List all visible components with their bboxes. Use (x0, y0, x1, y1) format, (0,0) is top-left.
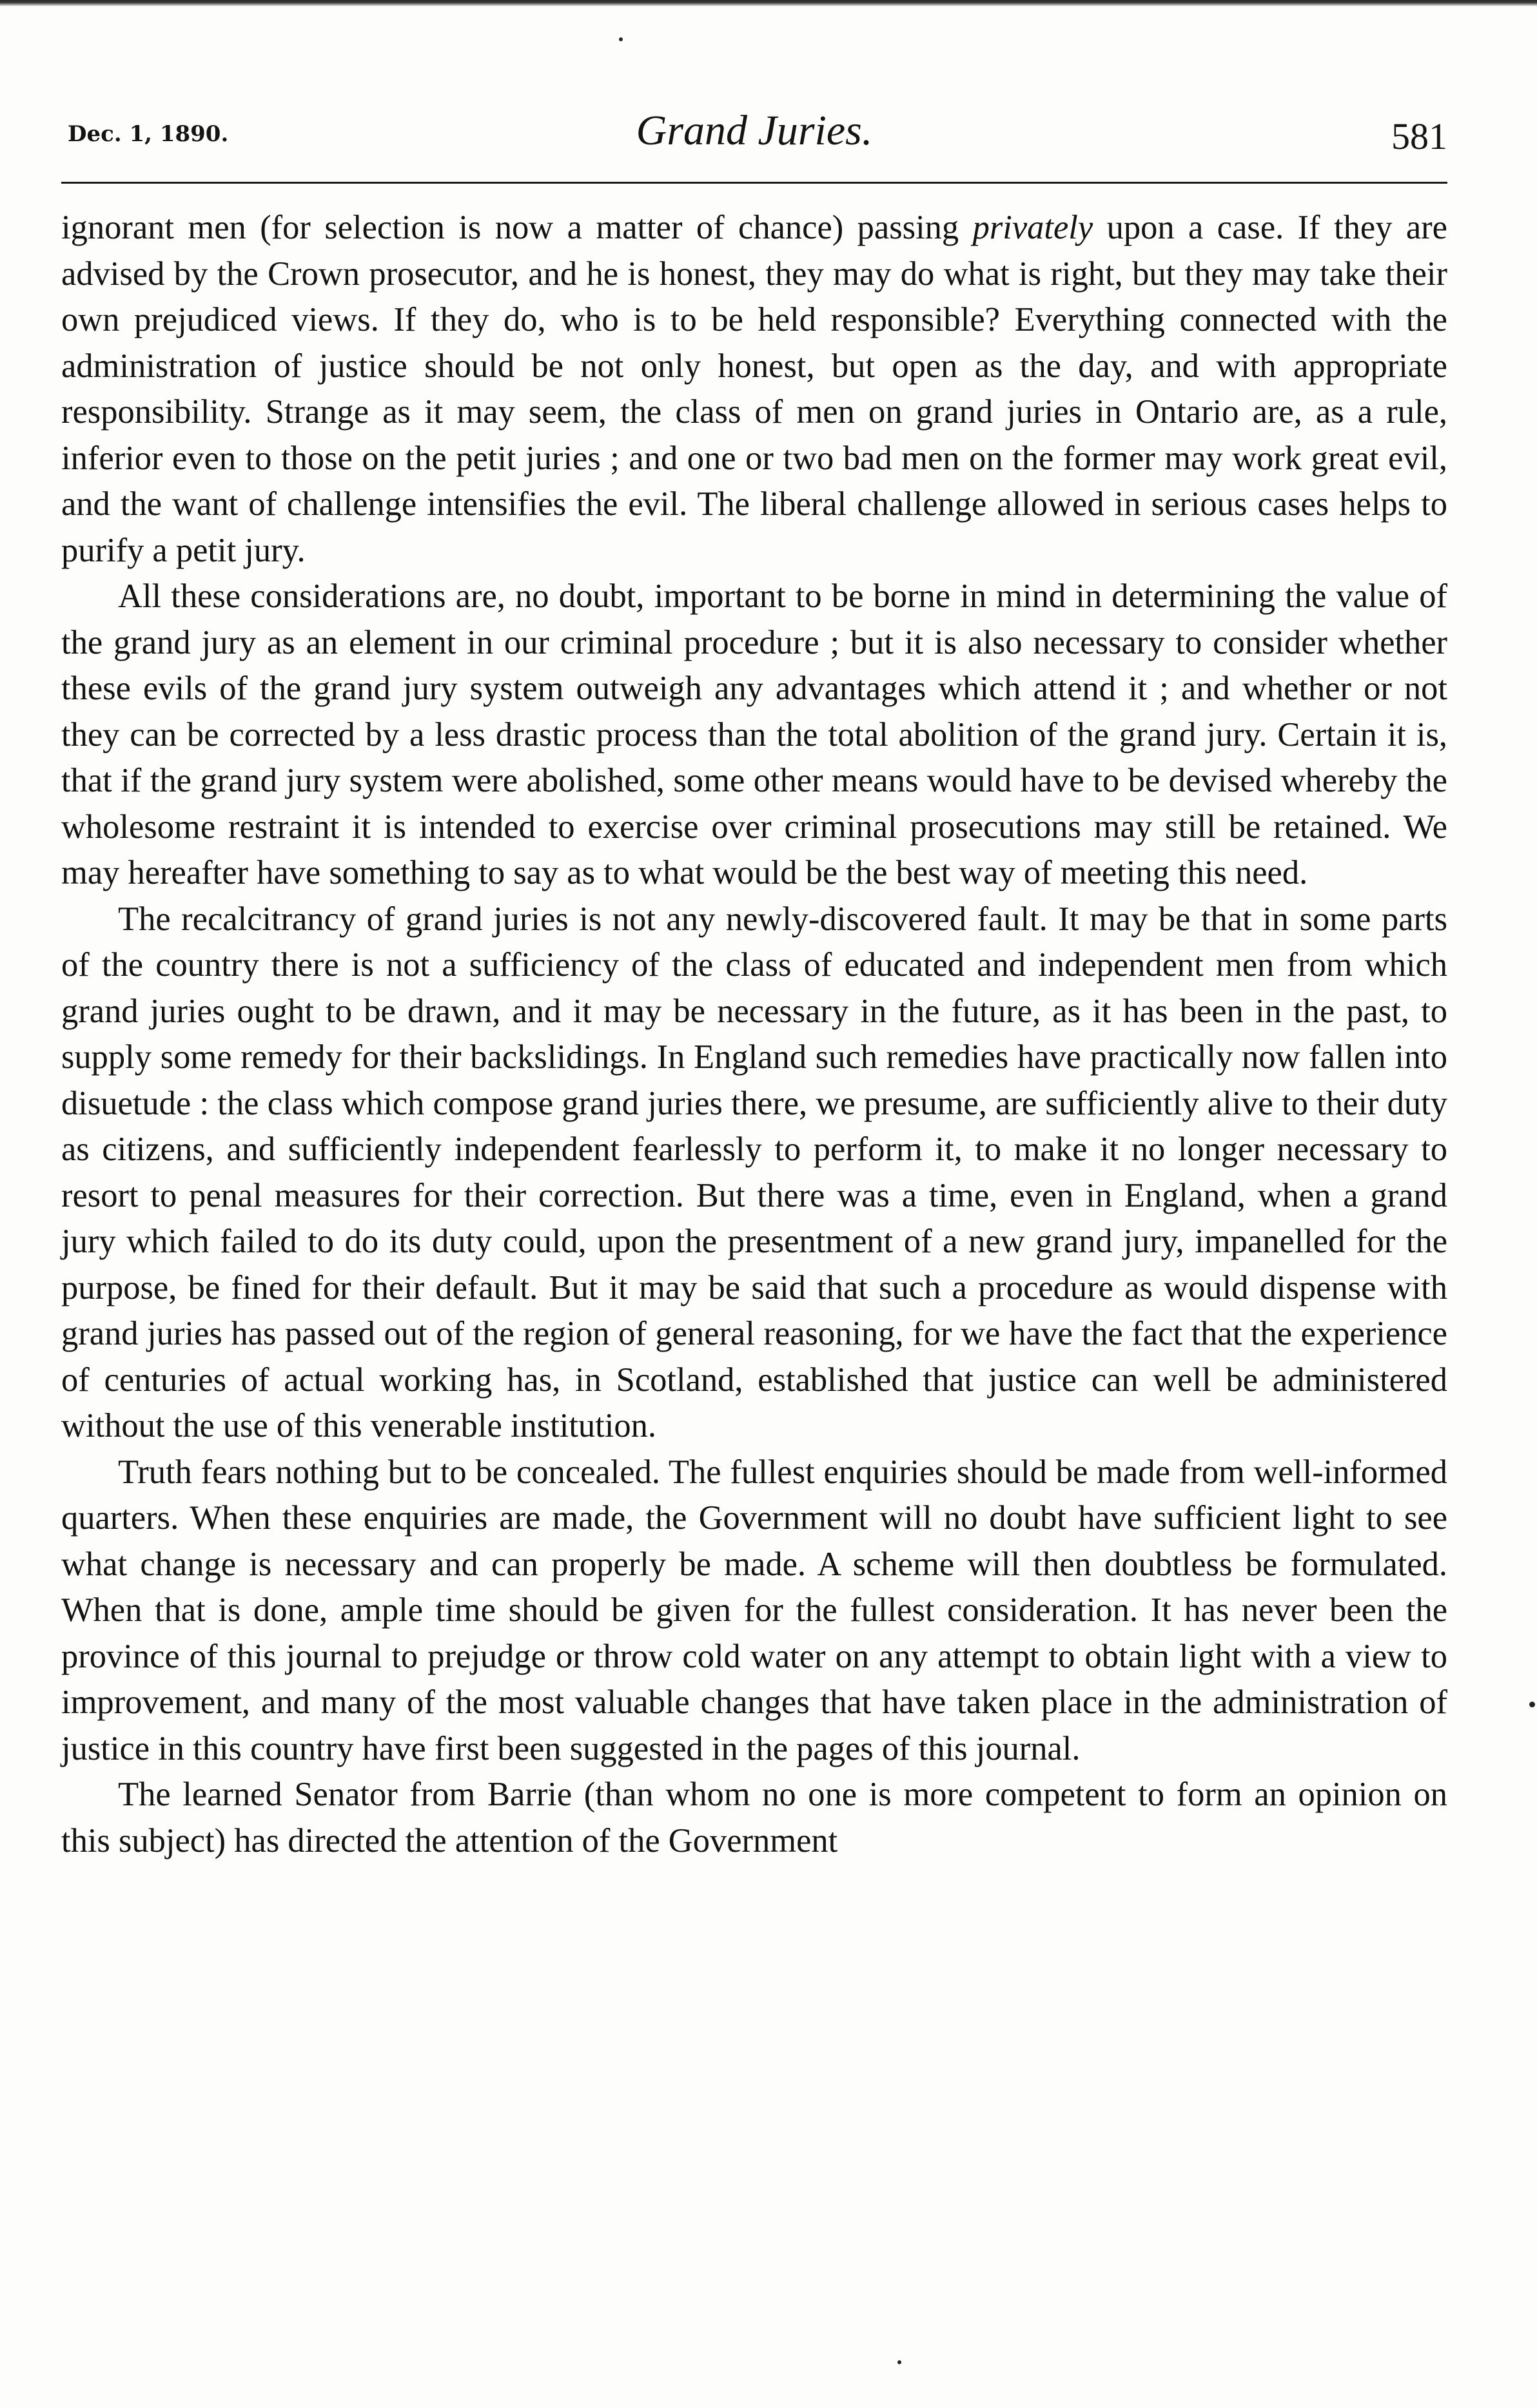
header-title: Grand Juries. (636, 107, 873, 154)
scan-speck (897, 2360, 901, 2364)
running-head (61, 103, 1447, 161)
header-rule (61, 182, 1447, 184)
paragraph-text: ignorant men (for selection is now a matter of chance) passing (61, 209, 973, 246)
article-body (61, 205, 1447, 1864)
paragraph: Truth fears nothing but to be concealed. The fullest enquiries should be made from well-informed quarters. When these enquiries are made, the Government will no doubt have sufficient light to see what change is necessary and can properly be made. A scheme will then doubtless be formulated. When that is done, ample time should be given for the fullest consideration. It has never been the province of this journal to prejudge or throw cold water on any attempt to obtain light with a view to improvement, and many of the most valuable changes that have taken place in the administration of justice in this country have first been suggested in the pages of this journal. (61, 1453, 1447, 1767)
paragraph: The recalcitrancy of grand juries is not any newly-discovered fault. It may be that in some parts of the country there is not a sufficiency of the class of educated and independent men from which grand juries ought to be drawn, and it may be necessary in the future, as it has been in the past, to supply some remedy for their backslidings. In England such remedies have practically now fallen into disuetude : the class which compose grand juries there, we presume, are sufficiently alive to their duty as citizens, and sufficiently independent fearlessly to perform it, to make it no longer necessary to resort to penal measures for their correction. But there was a time, even in England, when a grand jury which failed to do its duty could, upon the presentment of a new grand jury, impanelled for the purpose, be fined for their default. But it may be said that such a procedure as would dispense with grand juries has passed out of the region of general reasoning, for we have the fact that the experience of centuries of actual working has, in Scotland, established that justice can well be administered without the use of this venerable institution. (61, 900, 1447, 1444)
scan-speck (619, 37, 623, 41)
paragraph-text: upon a case. If they are advised by the Crown prosecutor, and he is honest, they may do what is right, but they may take their own prejudiced views. If they do, who is to be held responsible? Everything connected with the administration of justice should be not only honest, but open as the day, and with appropriate responsibility. Strange as it may seem, the class of men on grand juries in Ontario are, as a rule, inferior even to those on the petit juries ; and one or two bad men on the former may work great evil, and the want of challenge intensifies the evil. The liberal challenge allowed in serious cases helps to purify a petit jury. (61, 209, 1447, 569)
header-date: Dec. 1, 1890. (68, 121, 229, 147)
scan-speck (1529, 1702, 1535, 1707)
paragraph: All these considerations are, no doubt, important to be borne in mind in determining the value of the grand jury as an element in our criminal procedure ; but it is also necessary to consider whether these evils of the grand jury system outweigh any advantages which attend it ; and whether or not they can be corrected by a less drastic process than the total abolition of the grand jury. Certain it is, that if the grand jury system were abolished, some other means would have to be devised whereby the wholesome restraint it is intended to exercise over criminal prosecutions may still be retained. We may hereafter have something to say as to what would be the best way of meeting this need. (61, 578, 1447, 891)
paragraph: The learned Senator from Barrie (than whom no one is more competent to form an opinion on this subject) has directed the attention of the Government (61, 1776, 1447, 1859)
emphasized-word: privately (972, 209, 1093, 246)
paragraph-continued (61, 205, 1447, 574)
page-number: 581 (1391, 115, 1447, 157)
scan-top-edge (0, 0, 1537, 6)
